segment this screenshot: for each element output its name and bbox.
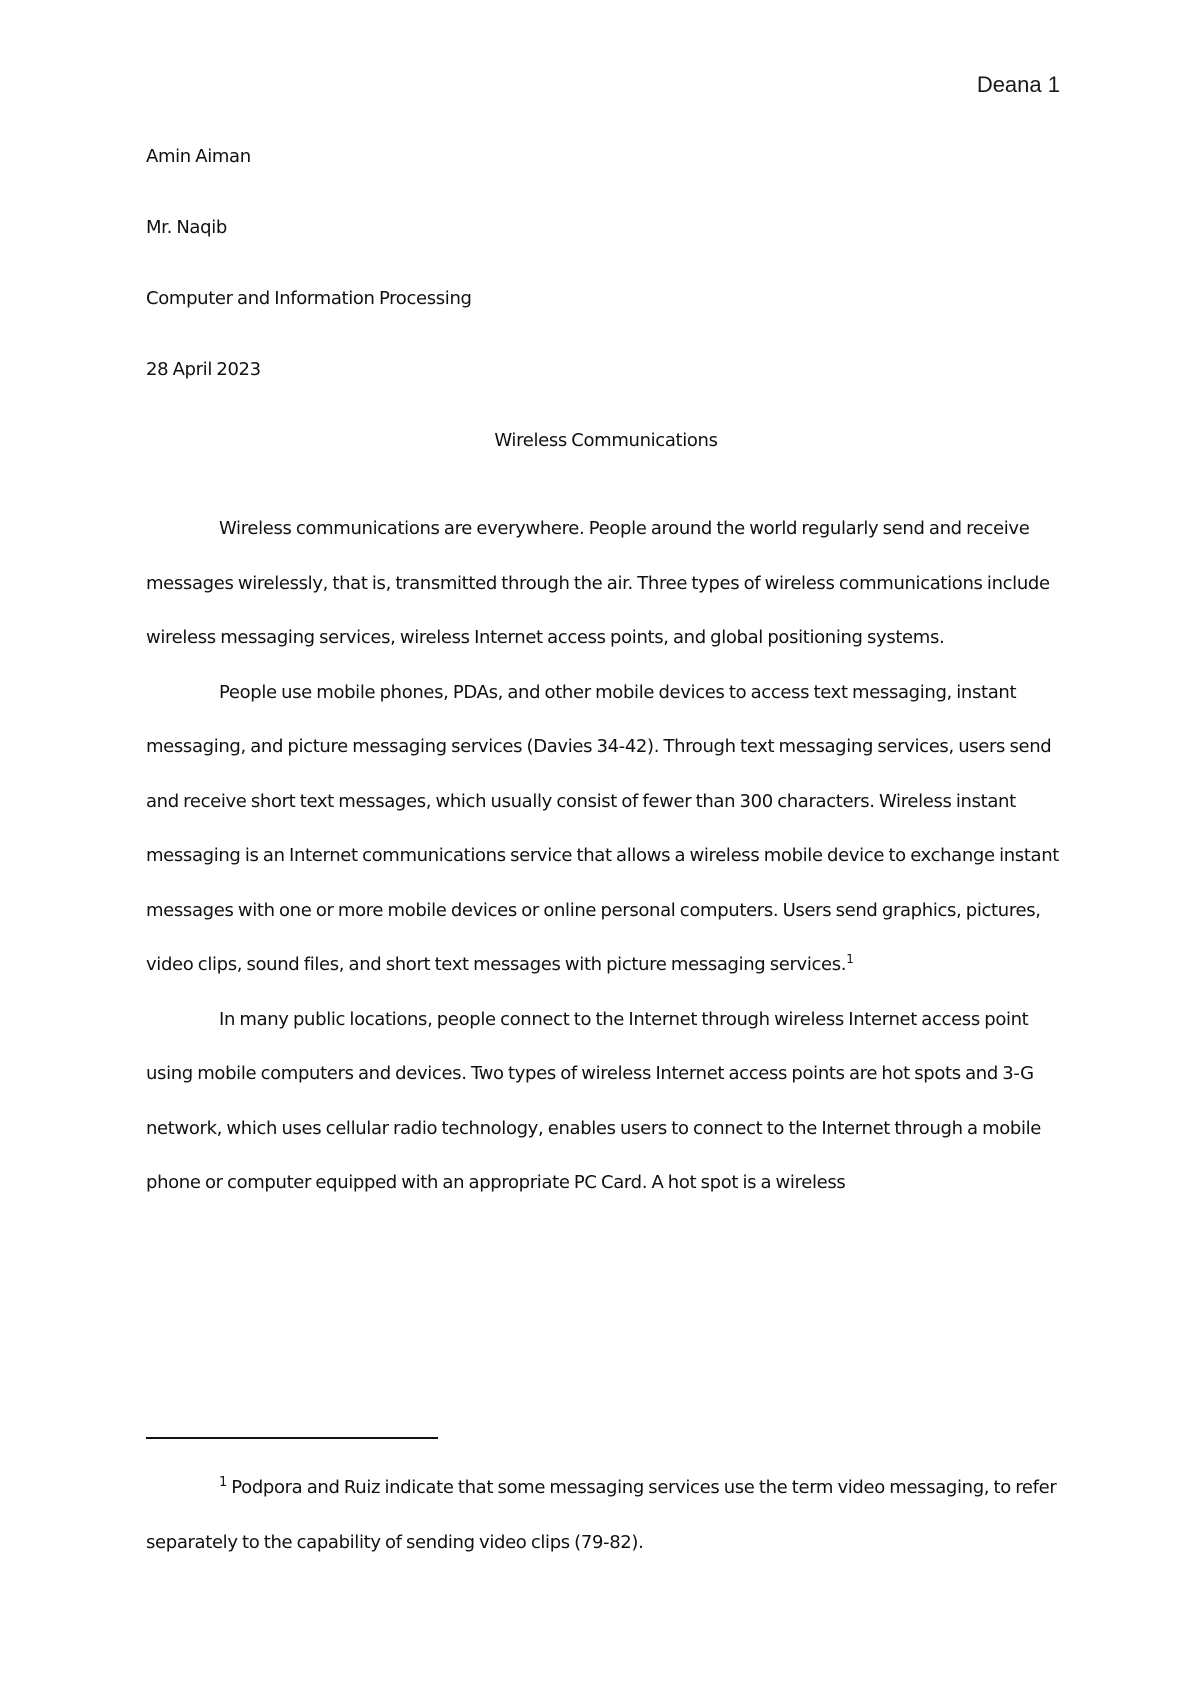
footnote [146, 1461, 1066, 1570]
paragraph-1 [146, 502, 1066, 666]
student-name: Amin Aiman [146, 146, 251, 167]
instructor-name: Mr. Naqib [146, 217, 227, 238]
paragraph-3-text: In many public locations, people connect to the Internet through wireless Internet access point using mobile computers and devices. Two types of wireless Internet access points are hot spots and 3-G network, which uses cellular radio technology, enables users to connect to the Internet through a mobile phone or computer equipped with an appropriate PC Card. A hot spot is a wireless [146, 1008, 1042, 1193]
footnote-separator [146, 1437, 438, 1439]
footnote-marker: 1 [219, 1475, 227, 1490]
footnote-reference[interactable]: 1 [846, 952, 854, 966]
footnote-text: Podpora and Ruiz indicate that some messaging services use the term video messaging, to refer separately to the capability of sending video clips (79-82). [146, 1477, 1057, 1553]
paragraph-1-text: Wireless communications are everywhere. People around the world regularly send and receive messages wirelessly, that is, transmitted through the air. Three types of wireless communications include wireless messaging services, wireless Internet access points, and global positioning systems. [146, 518, 1050, 648]
paper-date: 28 April 2023 [146, 359, 261, 380]
document-body [146, 142, 1066, 1211]
paragraph-2 [146, 666, 1066, 993]
paragraph-3 [146, 993, 1066, 1211]
running-header-page-number: Deana 1 [976, 72, 1060, 97]
paper-title: Wireless Communications [494, 430, 718, 451]
paragraph-2-text: People use mobile phones, PDAs, and other mobile devices to access text messaging, instant messaging, and picture messaging services (Davies 34-42). Through text messaging services, users send and receive short text messages, which usually consist of fewer than 300 characters. Wireless instant messaging is an Internet communications service that allows a wireless mobile device to exchange instant messages with one or more mobile devices or online personal computers. Users send graphics, pictures, video clips, sound files, and short text messages with picture messaging services. [146, 681, 1059, 975]
course-name: Computer and Information Processing [146, 288, 472, 309]
